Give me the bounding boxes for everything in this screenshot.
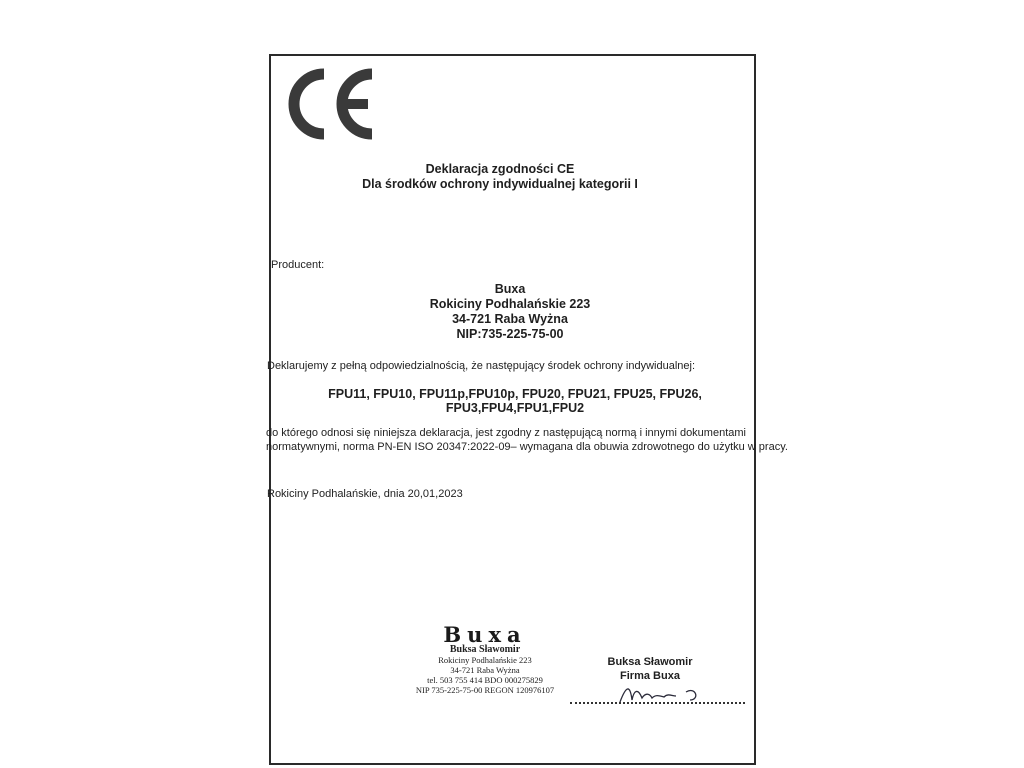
stamp-brand: Buxa [443,622,527,647]
conformity-text-line-2: normatywnymi, norma PN-EN ISO 20347:2022-09– wymagana dla obuwia zdrowotnego do użytku w pracy. [266,441,788,453]
signature-line [570,702,745,704]
producer-name: Buxa [494,282,526,296]
stamp-owner: Buksa Sławomir [449,644,521,655]
product-list-line-2: FPU3,FPU4,FPU1,FPU2 [445,401,585,415]
declaration-text: Deklarujemy z pełną odpowiedzialnością, że następujący środek ochrony indywidualnej: [267,360,696,372]
place-and-date: Rokiciny Podhalańskie, dnia 20,01,2023 [267,488,463,500]
producer-label: Producent: [271,259,325,271]
document-subtitle: Dla środków ochrony indywidualnej kategorii I [362,177,638,191]
stamp-city: 34-721 Raba Wyżna [450,665,520,675]
stamp-contact: tel. 503 755 414 BDO 000275829 [427,675,543,685]
producer-address: Rokiciny Podhalańskie 223 [429,297,591,311]
stamp-ids: NIP 735-225-75-00 REGON 120976107 [415,685,555,695]
signatory-name: Buksa Sławomir [607,656,693,668]
stamp-address: Rokiciny Podhalańskie 223 [438,655,532,665]
ce-logo [284,64,384,144]
product-list-line-1: FPU11, FPU10, FPU11p,FPU10p, FPU20, FPU21, FPU25, FPU26, [328,387,702,401]
document-title: Deklaracja zgodności CE [425,162,575,176]
conformity-text-line-1: do którego odnosi się niniejsza deklaracja, jest zgodny z następującą normą i innymi dokumentami [266,427,746,439]
producer-city: 34-721 Raba Wyżna [452,312,568,326]
company-stamp [400,622,570,695]
producer-nip: NIP:735-225-75-00 [456,327,564,341]
signatory-company: Firma Buxa [620,670,680,682]
